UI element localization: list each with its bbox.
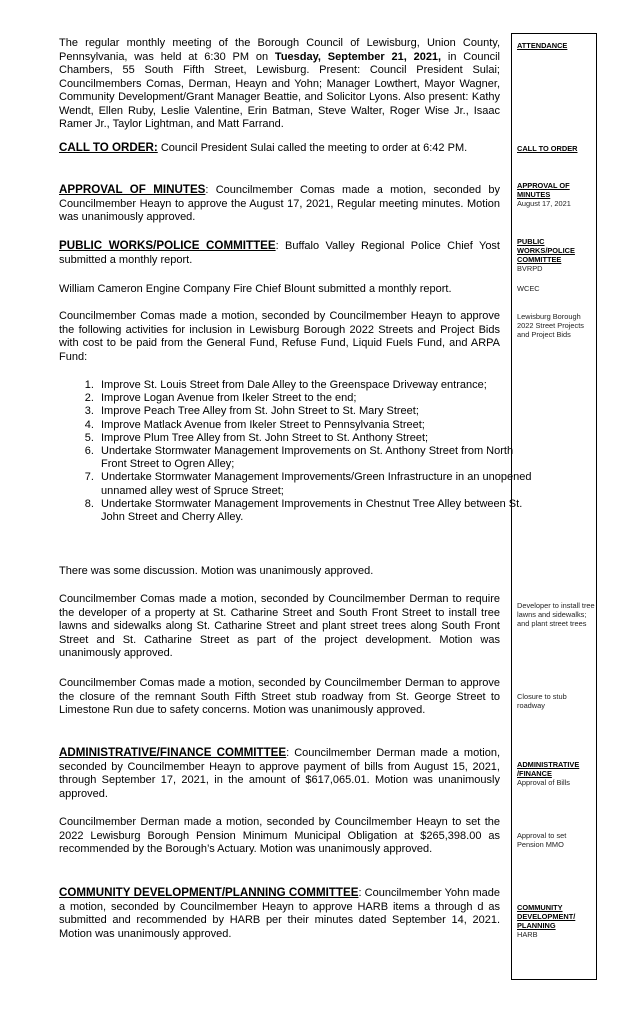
sidebar-heading: ATTENDANCE	[517, 41, 568, 50]
approval-minutes-text: : Councilmember Comas made a motion, seconded by Councilmember Heayn to approve the August 17, 2021, Regular meeting minutes. Motion was unanimously approved.	[59, 184, 500, 223]
list-item: 2. Improve Logan Avenue from Ikeler Street to the end;	[97, 392, 538, 405]
sidebar-heading: PUBLIC WORKS/POLICE COMMITTEE	[517, 237, 575, 264]
meeting-date: Tuesday, September 21, 2021,	[274, 50, 442, 63]
street-bids-motion: Councilmember Comas made a motion, seconded by Councilmember Heayn to approve the following activities for inclusion in Lewisburg Borough 2022 Streets and Project Bids with cost to be paid from the General Fund, Refuse Fund, Liquid Fuels Fund, and ARPA Fund:	[59, 310, 500, 363]
list-item: 1. Improve St. Louis Street from Dale Alley to the Greenspace Driveway entrance;	[97, 379, 538, 392]
admin-finance-heading: ADMINISTRATIVE/FINANCE COMMITTEE	[59, 746, 287, 759]
approval-minutes-paragraph	[59, 183, 500, 225]
closure-motion: Councilmember Comas made a motion, seconded by Councilmember Derman to approve the closure of the remnant South Fifth Street stub roadway from St. George Street to Limestone Run due to safety concerns. Motion was unanimously approved.	[59, 677, 500, 716]
sidebar-public-works	[517, 237, 595, 273]
street-projects-list	[59, 379, 538, 524]
sidebar-heading: COMMUNITY DEVELOPMENT/ PLANNING	[517, 903, 576, 930]
intro-text: The regular monthly meeting of the Borough Council of Lewisburg, Union County, Pennsylvania, was held at 6:30 PM on	[59, 37, 500, 63]
admin-finance-text: : Councilmember Derman made a motion, seconded by Councilmember Heayn to approve payment of bills from August 15, 2021, through September 17, 2021, in the amount of $617,065.01. Motion was unanimously approved.	[59, 747, 500, 800]
sidebar-subtext: BVRPD	[517, 264, 543, 273]
sidebar-heading: ADMINISTRATIVE /FINANCE	[517, 760, 580, 778]
public-works-heading: PUBLIC WORKS/POLICE COMMITTEE	[59, 239, 276, 252]
discussion-paragraph: There was some discussion. Motion was unanimously approved.	[59, 565, 374, 577]
list-item: 6. Undertake Stormwater Management Improvements on St. Anthony Street from North Front Street to Ogren Alley;	[97, 445, 538, 471]
sidebar-developer: Developer to install tree lawns and sidewalks; and plant street trees	[517, 601, 595, 628]
public-works-text: : Buffalo Valley Regional Police Chief Yost submitted a monthly report.	[59, 240, 500, 266]
call-to-order-paragraph	[59, 141, 500, 156]
sidebar-attendance	[517, 41, 595, 50]
call-to-order-text: Council President Sulai called the meeting to order at 6:42 PM.	[157, 142, 468, 154]
list-item: 5. Improve Plum Tree Alley from St. John Street to St. Anthony Street;	[97, 432, 538, 445]
sidebar-pension: Approval to set Pension MMO	[517, 831, 567, 849]
sidebar-closure: Closure to stub roadway	[517, 692, 567, 710]
attendance-paragraph	[59, 37, 500, 132]
developer-motion: Councilmember Comas made a motion, seconded by Councilmember Derman to require the developer of a property at St. Catharine Street and South Front Street to install tree lawns and sidewalks along St. Catharine Street and plant street trees along South Front Street and St. Catharine Street as part of the project development. Motion was unanimously approved.	[59, 593, 500, 659]
list-item: 4. Improve Matlack Avenue from Ikeler Street to Pennsylvania Street;	[97, 419, 538, 432]
sidebar-wcec: WCEC	[517, 284, 540, 293]
list-item: 3. Improve Peach Tree Alley from St. John Street to St. Mary Street;	[97, 405, 538, 418]
sidebar-heading: APPROVAL OF MINUTES	[517, 181, 570, 199]
admin-finance-paragraph	[59, 746, 500, 801]
sidebar-street-bids: Lewisburg Borough 2022 Street Projects and Project Bids	[517, 312, 584, 339]
pension-motion: Councilmember Derman made a motion, seconded by Councilmember Heayn to set the 2022 Lewisburg Borough Pension Minimum Municipal Obligation at $265,398.00 as recommended by the Borough’s Actuary. Motion was unanimously approved.	[59, 816, 500, 855]
sidebar-subtext: Approval of Bills	[517, 778, 570, 787]
sidebar-approval-minutes	[517, 181, 595, 208]
intro-text-2: in Council Chambers, 55 South Fifth Street, Lewisburg. Present: Council President Sulai; Councilmembers Comas, Derman, Heayn and Yohn; Manager Lowthert, Mayor Wagner, Community Development/Grant Manager Beattie, and Solicitor Lyons. Also present: Kathy Wendt, Ellen Ruby, Leslie Valentine, Erin Batman, Steve Walter, Roger Wise Jr., Isaac Ramer Jr., Taylor Lightman, and Matt Farrand.	[59, 50, 500, 130]
fire-report-paragraph: William Cameron Engine Company Fire Chief Blount submitted a monthly report.	[59, 283, 452, 295]
community-dev-heading: COMMUNITY DEVELOPMENT/PLANNING COMMITTEE	[59, 886, 359, 899]
sidebar-call-to-order	[517, 144, 595, 153]
approval-minutes-heading: APPROVAL OF MINUTES	[59, 183, 206, 196]
community-dev-paragraph	[59, 886, 500, 941]
sidebar-admin-finance	[517, 760, 595, 787]
list-item: 7. Undertake Stormwater Management Improvements/Green Infrastructure in an unopened unnamed alley west of Spruce Street;	[97, 471, 538, 497]
sidebar-subtext: August 17, 2021	[517, 199, 571, 208]
list-item: 8. Undertake Stormwater Management Improvements in Chestnut Tree Alley between St. John Street and Cherry Alley.	[97, 498, 538, 524]
sidebar-heading: CALL TO ORDER	[517, 144, 578, 153]
sidebar-community-dev	[517, 903, 595, 939]
public-works-paragraph	[59, 239, 500, 267]
sidebar-subtext: HARB	[517, 930, 538, 939]
call-to-order-heading: CALL TO ORDER:	[59, 141, 158, 154]
community-dev-text: : Councilmember Yohn made a motion, seconded by Councilmember Heayn to approve HARB items a through d as submitted and recommended by HARB per their minutes dated September 14, 2021. Motion was unanimously approved.	[59, 887, 501, 940]
